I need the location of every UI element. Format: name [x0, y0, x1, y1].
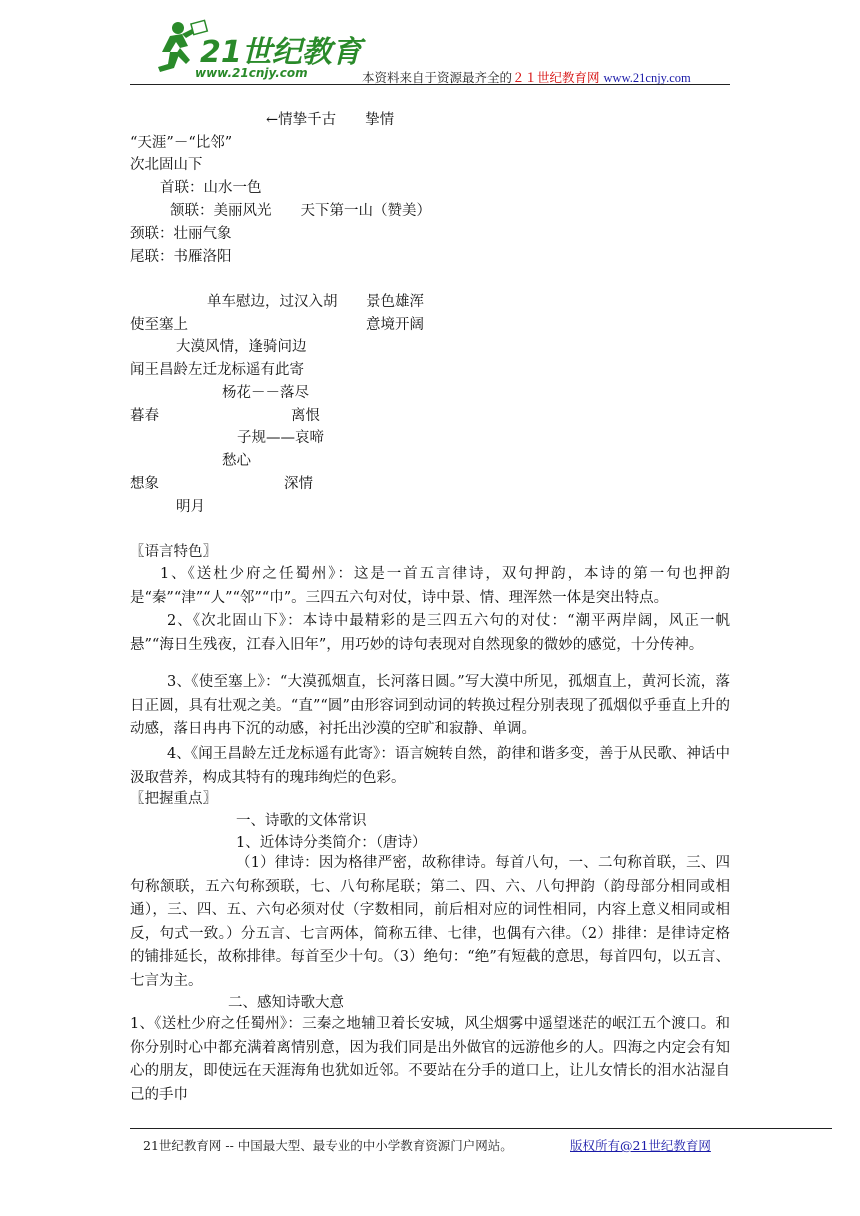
outline-line-2: “天涯”－“比邻”: [130, 135, 233, 151]
keypoints-heading-3: 二、感知诗歌大意: [228, 995, 344, 1011]
keypoints-paragraph-1: （1）律诗：因为格律严密，故称律诗。每首八句，一、二句称首联，三、四句称颔联，五六句称颈联，七、八句称尾联；第二、四、六、八句押韵（韵母部分相同或相通），三、四、五、六句必须对仗（字数相同，前后相对应的词性相同，内容上意义相同或相反，句式一致。）分五言、七言两体，简称五律、七律，也偶有六律。（2）排律：是律诗定格的铺排延长，故称排律。每首至少十句。（3）绝句：“绝”有短截的意思，每首四句，以五言、七言为主。: [130, 855, 730, 989]
section-keypoints-title: 〖把握重点〗: [130, 791, 217, 807]
header-note-brand: ２１世纪教育网: [512, 70, 600, 85]
book-icon: [191, 20, 207, 34]
outline-line-6: 颈联：壮丽气象: [130, 226, 232, 242]
outline-line-8: 单车慰边，过汉入胡: [207, 294, 338, 310]
outline-line-17: 明月: [176, 499, 205, 515]
outline-line-13: 暮春: [130, 408, 159, 424]
outline-line-13b: 离恨: [291, 408, 320, 424]
outline-line-12: 杨花－－落尽: [222, 385, 309, 401]
header-note-url[interactable]: www.21cnjy.com: [603, 71, 691, 85]
keypoints-heading-2: 1、近体诗分类简介：（唐诗）: [236, 835, 427, 851]
site-logo: [140, 18, 362, 80]
outline-line-14: 子规——哀啼: [237, 430, 324, 446]
outline-line-4: 首联：山水一色: [160, 180, 262, 196]
header-divider: [130, 84, 730, 85]
footer-text: 21世纪教育网 -- 中国最大型、最专业的中小学教育资源门户网站。: [143, 1138, 513, 1153]
runner-icon: [158, 22, 196, 72]
outline-line-9: 使至塞上: [130, 317, 188, 333]
outline-line-8b: 景色雄浑: [366, 294, 424, 310]
outline-line-10: 大漠风情，逢骑问边: [176, 339, 307, 355]
outline-line-9b: 意境开阔: [366, 317, 424, 333]
outline-line-7: 尾联：书雁洛阳: [130, 249, 232, 265]
footer-divider: [130, 1128, 832, 1129]
svg-text:www.21cnjy.com: www.21cnjy.com: [195, 66, 308, 80]
outline-line-16b: 深情: [284, 476, 313, 492]
language-paragraph-1: 1、《送杜少府之任蜀州》：这是一首五言律诗，双句押韵，本诗的第一句也押韵是“秦”“津”“人”“邻”“巾”。三四五六句对仗，诗中景、情、理浑然一体是突出特点。: [130, 566, 730, 606]
outline-line-1: ←情挚千古 挚情: [266, 112, 395, 128]
outline-line-3: 次北固山下: [130, 157, 203, 173]
keypoints-paragraph-2: 1、《送杜少府之任蜀州》：三秦之地辅卫着长安城，风尘烟雾中遥望迷茫的岷江五个渡口。和你分别时心中都充满着离情别意，因为我们同是出外做官的远游他乡的人。四海之内定会有知心的朋友，即使远在天涯海角也犹如近邻。不要站在分手的道口上，让儿女情长的泪水沾湿自己的手巾: [130, 1016, 730, 1103]
language-paragraph-2: 2、《次北固山下》：本诗中最精彩的是三四五六句的对仗：“潮平两岸阔，风正一帆悬”“海日生残夜，江春入旧年”，用巧妙的诗句表现对自然现象的微妙的感觉，十分传神。: [130, 613, 730, 653]
copyright-link[interactable]: 版权所有@21世纪教育网: [570, 1138, 711, 1153]
outline-line-15: 愁心: [222, 453, 251, 469]
svg-text:21世纪教育: 21世纪教育: [200, 35, 362, 70]
keypoints-heading-1: 一、诗歌的文体常识: [236, 813, 367, 829]
language-paragraph-4: 4、《闻王昌龄左迁龙标遥有此寄》：语言婉转自然，韵律和谐多变，善于从民歌、神话中汲取营养，构成其特有的瑰玮绚烂的色彩。: [130, 746, 730, 786]
outline-line-16: 想象: [130, 476, 159, 492]
section-language-title: 〖语言特色〗: [130, 544, 217, 560]
outline-line-5: 颔联：美丽风光 天下第一山（赞美）: [170, 203, 431, 219]
language-paragraph-3: 3、《使至塞上》：“大漠孤烟直，长河落日圆。”写大漠中所见，孤烟直上，黄河长流，落日正圆，具有壮观之美。“直”“圆”由形容词到动词的转换过程分别表现了孤烟似乎垂直上升的动感，落日冉冉下沉的动感，衬托出沙漠的空旷和寂静、单调。: [130, 674, 730, 738]
outline-line-11: 闻王昌龄左迁龙标遥有此寄: [130, 362, 304, 378]
header-note-prefix: 本资料来自于资源最齐全的: [362, 70, 513, 85]
